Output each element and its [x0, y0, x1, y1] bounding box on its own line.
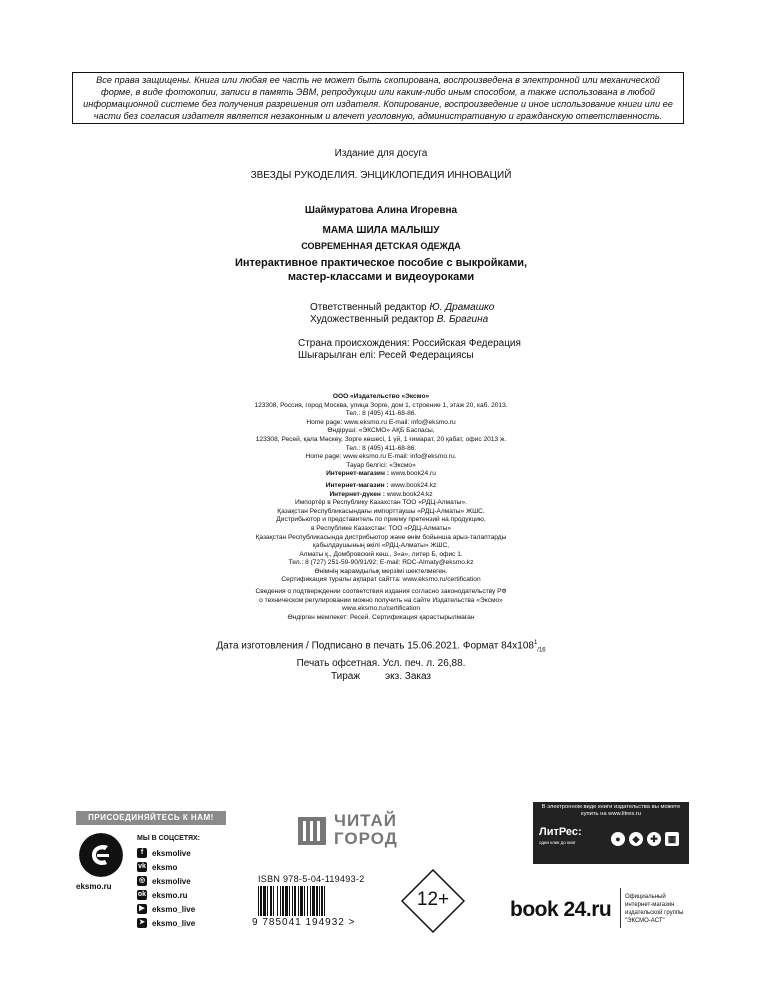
social-title: МЫ В СОЦСЕТЯХ: — [137, 835, 201, 842]
book-description — [0, 256, 762, 284]
imprint-line: Тел.: 8 (495) 411-68-86. — [345, 444, 417, 452]
imprint-line: Тел.: 8 (727) 251-59-90/91/92; E-mail: RDC-Almaty@eksmo.kz — [288, 559, 474, 567]
imprint-line: Дистрибьютор и представитель по приему претензий на продукцию, — [276, 516, 486, 524]
social-link[interactable] — [137, 848, 191, 858]
chitai-line-1: ЧИТАЙ — [334, 811, 397, 830]
chitai-gorod-text — [334, 812, 398, 848]
imprint-line: 123308, Россия, город Москва, улица Зорге, дом 1, строение 1, этаж 20, каб. 2013. — [254, 401, 508, 409]
description-line-2: мастер-классами и видеоуроками — [287, 271, 475, 283]
art-editor-name: В. Брагина — [436, 314, 489, 325]
imprint-line: Тел.: 8 (495) 411-68-86. — [345, 410, 417, 418]
book24-desc-line: "ЭКСМО-АСТ" — [625, 918, 665, 924]
barcode-bar — [294, 886, 296, 916]
book24-divider — [620, 888, 621, 928]
social-handle: eksmolive — [152, 876, 191, 886]
imprint-line: в Республике Казахстан: ТОО «РДЦ-Алматы» — [310, 524, 452, 532]
litres-top-text — [533, 804, 689, 818]
credits-editors — [310, 302, 494, 326]
book24-desc-line: интернет-магазин — [625, 902, 675, 908]
series-name: ЗВЕЗДЫ РУКОДЕЛИЯ. ЭНЦИКЛОПЕДИЯ ИННОВАЦИЙ — [250, 170, 512, 181]
join-us-banner: ПРИСОЕДИНЯЙТЕСЬ К НАМ! — [76, 811, 226, 825]
telegram-icon: ➤ — [137, 918, 147, 928]
imprint-line: Сведения о подтверждении соответствия издания согласно законодательству РФ — [255, 588, 507, 596]
barcode-bar — [289, 886, 290, 916]
barcode-bar — [321, 886, 323, 916]
author-name: Шаймуратова Алина Игоревна — [304, 205, 458, 216]
barcode-bar — [258, 886, 259, 916]
barcode-bar — [263, 886, 266, 916]
edition-type: Издание для досуга — [334, 148, 428, 159]
barcode-bar — [316, 886, 318, 916]
imprint-line: Өндіруші: «ЭКСМО» АҚБ Баспасы, — [327, 427, 435, 435]
social-handle: eksmo — [152, 862, 178, 872]
windows-phone-icon: ✚ — [647, 832, 661, 846]
copyright-notice — [72, 72, 684, 124]
art-editor-label: Художественный редактор — [310, 314, 434, 325]
barcode-bar — [260, 886, 262, 916]
youtube-icon: ▶ — [137, 904, 147, 914]
eksmo-logo — [79, 833, 123, 877]
imprint-line: Home page: www.eksmo.ru E-mail: info@eksmo.ru — [306, 418, 456, 426]
publisher-imprint — [0, 393, 762, 622]
social-handle: eksmo_live — [152, 918, 196, 928]
imprint-line: Интернет-дүкен : www.book24.kz — [329, 490, 433, 498]
isbn: ISBN 978-5-04-119493-2 — [258, 874, 365, 884]
book-title: МАМА ШИЛА МАЛЫШУ — [322, 225, 440, 236]
imprint-line: Home page: www.eksmo.ru E-mail: info@eksmo.ru. — [305, 453, 457, 461]
social-link[interactable] — [137, 918, 195, 928]
book24-logo: book 24.ru — [510, 898, 612, 921]
instagram-icon: ◎ — [138, 877, 146, 884]
barcode-bar — [280, 886, 281, 916]
facebook-icon: f — [137, 848, 147, 858]
age-rating-text: 12+ — [416, 889, 450, 910]
chitai-line-2: ГОРОД — [334, 829, 398, 848]
barcode — [256, 886, 360, 916]
barcode-bar — [319, 886, 320, 916]
imprint-line: Қазақстан Республикасындағы импорттаушы «РДЦ-Алматы» ЖШС. — [277, 507, 485, 515]
imprint-line: Тауар белгісі: «Эксмо» — [346, 461, 416, 469]
format-sub: /16 — [537, 647, 546, 654]
barcode-bar — [282, 886, 284, 916]
windows-icon: ▦ — [665, 832, 679, 846]
imprint-line: Алматы қ., Домбровский көш., 3«а», литер Б, офис 1. — [299, 550, 463, 558]
imprint-line: қабылдаушының өкілі «РДЦ-Алматы» ЖШС, — [312, 542, 450, 550]
ok-icon: ok — [137, 891, 147, 898]
print-line-3: Тираж экз. Заказ — [330, 671, 432, 683]
imprint-line: 123308, Ресей, қала Мәскеу, Зорге көшесі, 1 үй, 1 ғимарат, 20 қабат, офис 2013 ж. — [255, 435, 507, 443]
vk-icon: vk — [138, 863, 146, 870]
eksmo-site-label: eksmo.ru — [76, 882, 112, 891]
print-line-1 — [0, 637, 762, 657]
print-line-2: Печать офсетная. Усл. печ. л. 26,88. — [296, 658, 466, 670]
barcode-bar — [270, 886, 272, 916]
imprint-line: Импортёр в Республику Казахстан ТОО «РДЦ-Алматы». — [295, 499, 467, 507]
credits-origin — [298, 338, 521, 362]
print-info — [0, 637, 762, 683]
imprint-line: ООО «Издательство «Эксмо» — [332, 393, 430, 400]
imprint-line: Интернет-магазин : www.book24.ru — [326, 470, 436, 478]
imprint-line: Интернет-магазин : www.book24.kz — [325, 481, 437, 489]
origin-kz: Шығарылған елі: Ресей Федерациясы — [298, 350, 474, 361]
android-icon: ◆ — [629, 832, 643, 846]
social-link[interactable] — [137, 862, 177, 872]
social-handle: eksmo.ru — [152, 890, 188, 900]
description-line-1: Интерактивное практическое пособие с выкройками, — [234, 257, 528, 269]
barcode-bar — [292, 886, 293, 916]
editor-label: Ответственный редактор — [310, 302, 427, 313]
book-subtitle: СОВРЕМЕННАЯ ДЕТСКАЯ ОДЕЖДА — [301, 241, 461, 251]
imprint-line: о техническом регулировании можно получить на сайте Издательства «Эксмо» — [259, 596, 503, 604]
litres-top-line-2: купить на www.litres.ru — [580, 811, 642, 817]
imprint-line: www.eksmo.ru/certification — [341, 605, 421, 613]
barcode-bar — [267, 886, 268, 916]
barcode-bar — [310, 886, 311, 916]
apple-icon: ● — [611, 832, 625, 846]
litres-top-line-1: В электронном виде книги издательства вы можете — [541, 804, 681, 810]
social-handle: eksmo_live — [152, 904, 196, 914]
barcode-bar — [324, 886, 325, 916]
copyright-text: Все права защищены. Книга или любая ее часть не может быть скопирована, воспроизведена в электронной или механической форме, в виде фотокопии, записи в память ЭВМ, репродукции или каким-либо иным способом, а также использована в любой информационной системе без получения разрешения от издателя. Копирование, воспроизведение и иное использование книги или ее части без согласия издателя является незаконным и влечет уголовную, административную и гражданскую ответственность. — [83, 75, 673, 121]
imprint-line: Өндірген мемлекет: Ресей. Сертификация қарастырылмаған — [287, 613, 475, 621]
origin-ru: Страна происхождения: Российская Федерация — [298, 338, 521, 349]
barcode-bar — [298, 886, 299, 916]
social-link[interactable] — [137, 876, 191, 886]
imprint-line: Қазақстан Республикасында дистрибьютор және өнім бойынша арыз-талаптарды — [255, 533, 507, 541]
barcode-bar — [273, 886, 274, 916]
litres-banner — [533, 802, 689, 864]
litres-slogan: один клик до книг — [539, 840, 576, 845]
format-sup: 1 — [533, 640, 538, 646]
social-link[interactable] — [137, 890, 188, 900]
imprint-line: Өнімнің жарамдылық мерзімі шектелмеген. — [314, 567, 448, 575]
book24-desc-line: Официальный — [625, 894, 666, 900]
barcode-bar — [285, 886, 288, 916]
imprint-line: Сертификация туралы ақпарат сайтта: www.eksmo.ru/certification — [281, 576, 481, 584]
litres-name: ЛитРес: — [539, 826, 582, 838]
social-handle: eksmolive — [152, 848, 191, 858]
book24-description — [625, 893, 683, 925]
barcode-bar — [277, 886, 278, 916]
book24-desc-line: издательской группы — [625, 910, 684, 916]
barcode-bar — [304, 886, 305, 916]
barcode-bar — [307, 886, 308, 916]
barcode-bar — [312, 886, 315, 916]
editor-name: Ю. Драмашко — [429, 302, 495, 313]
barcode-bar — [300, 886, 303, 916]
print-date-format: Дата изготовления / Подписано в печать 15.06.2021. Формат 84x108 — [216, 640, 534, 652]
social-link[interactable] — [137, 904, 195, 914]
barcode-number: 9 785041 194932 > — [252, 917, 356, 928]
